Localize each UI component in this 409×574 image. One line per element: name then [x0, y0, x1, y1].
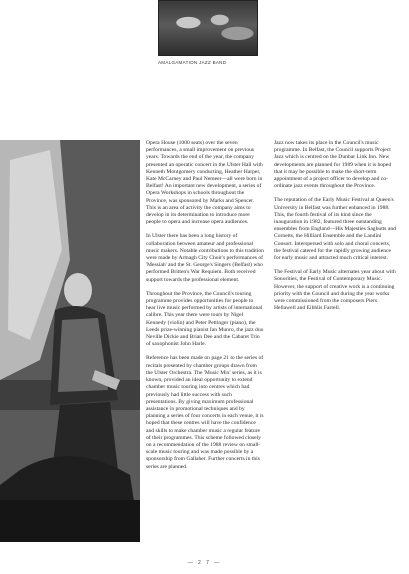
paragraph: Reference has been made on page 21 to the series of recitals presented by chamber groups drawn from the Ulster Orchestra. The 'Music Mix' series, as it is known, provided an ideal opportunity to extend chamber music touring into centres which had previously had little success with such presentations. By giving maximum professional assistance in promotional techniques and by planning a series of four concerts in each venue, it is hoped that these centres will have the confidence and skills to make chamber music a regular feature of their programmes. This scheme followed closely on a recommendation of the 1988 review on small-scale music touring and was made possible by a sponsorship from Gallaher. Further concerts in this series are planned.	[146, 355, 264, 470]
paragraph: Throughout the Province, the Council's touring programme provides opportunities for people to hear live music performed by artists of international calibre. This year there were tours by Nigel Kennedy (violin) and Peter Pettinger (piano), the Leeds prize-winning pianist Ian Munro, the jazz duo Neville Dickie and Brian Dee and the Cabaret Trio of saxophonist John Harle.	[146, 290, 264, 348]
paragraph: In Ulster there has been a long history of collaboration between amateur and professional music makers. Notable contributions to this tradition were made by Armagh City Choir's performances of 'Messiah' and the St. George's Singers (Belfast) who performed Britten's War Requiem. Both received support towards the professional element.	[146, 233, 264, 283]
jazz-band-photo	[158, 0, 258, 56]
paragraph: The reputation of the Early Music Festival at Queen's University in Belfast was further enhanced in 1988. This, the fourth festival of its kind since the inauguration in 1982, featured three outstanding ensembles from England—His Majesties Sagbutts and Cornetts, the Hilliard Ensemble and the Landini Consort. Interspersed with solo and choral concerts, the festival catered for the rapidly growing audience for early music and attracted much critical interest.	[274, 197, 396, 262]
paragraph: Opera House (1000 seats) over the seven performances, a small improvement on previous years. Towards the end of the year, the company presented an operatic concert in the Ulster Hall with Kenneth Montgomery conducting, Heather Harper, Kate McCarney and Paul Nemeer—all were born in Belfast! An important new development, a series of Opera Workshops in schools throughout the Province, was sponsored by Marks and Spencer. This is an area of activity the company aims to develop in its determination to introduce more people to opera and increase opera audiences.	[146, 140, 263, 226]
paragraph: The Festival of Early Music alternates year about with Sonorities, the Festival of Contemporary Music. However, the support of creative work is a continuing priority with the Council and during the year works were commissioned from the composers Piers Hellawell and Eibhlis Farrell.	[274, 269, 396, 312]
text-column-right	[274, 140, 396, 319]
opera-performance-photo	[0, 140, 140, 542]
text-column-left	[146, 140, 264, 478]
opera-scene-illustration	[0, 140, 140, 542]
page-number: — 2 7 —	[187, 560, 222, 566]
photo-caption: AMALGAMATION JAZZ BAND	[158, 60, 227, 65]
paragraph: Jazz now takes its place in the Council's music programme. In Belfast, the Council supports Project Jazz which is centred on the Dunbar Link Inn. New developments are planned for 1989 when it is hoped that it may be possible to make the short-term appointment of a project officer to develop and co-ordinate jazz events throughout the Province.	[274, 140, 392, 190]
